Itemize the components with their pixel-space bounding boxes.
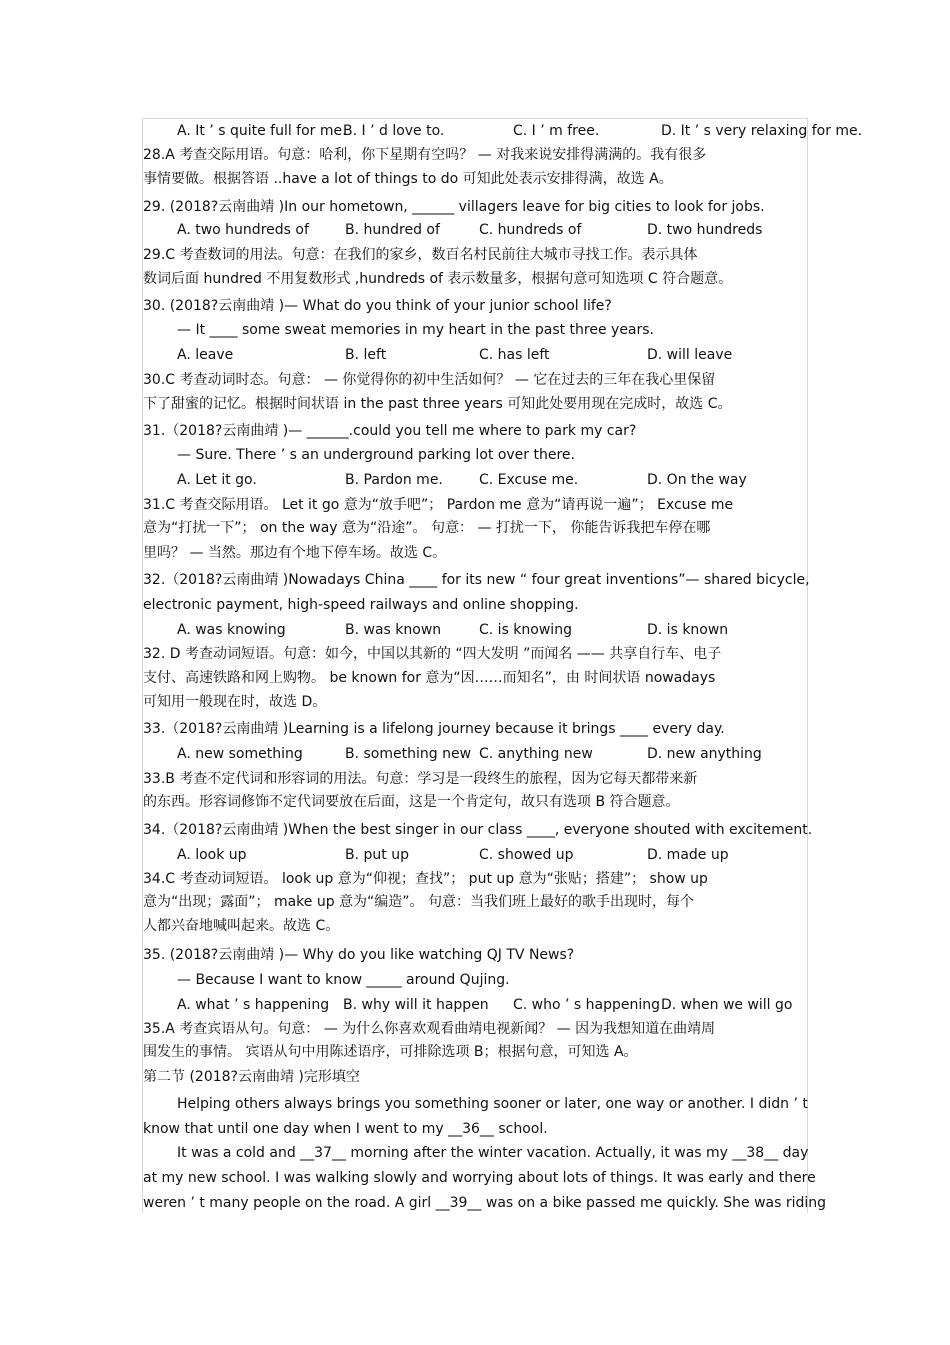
- option-b: B. I ’ d love to.: [343, 123, 445, 139]
- text-line: 34.C 考查动词短语。 look up 意为“仰视；查找”； put up 意为“张贴；搭建”； show up: [143, 871, 708, 887]
- option-b: B. why will it happen: [343, 997, 489, 1013]
- option-c: C. has left: [479, 347, 550, 363]
- option-d: D. when we will go: [661, 997, 793, 1013]
- option-c: C. anything new: [479, 746, 593, 762]
- option-b: B. hundred of: [345, 222, 440, 238]
- text-line: 31.（2018?云南曲靖 )— ______.could you tell me where to park my car?: [143, 423, 637, 439]
- text-line: 32. D 考查动词短语。句意：如今，中国以其新的 “四大发明 ”而闻名 —— 共享自行车、电子: [143, 646, 722, 662]
- option-d: D. new anything: [647, 746, 762, 762]
- text-line: 29. (2018?云南曲靖 )In our hometown, ______ villagers leave for big cities to look for jobs.: [143, 199, 765, 215]
- option-c: C. who ’ s happening: [513, 997, 661, 1013]
- option-c: C. Excuse me.: [479, 472, 579, 488]
- option-c: C. hundreds of: [479, 222, 582, 238]
- text-line: 意为“打扰一下”； on the way 意为“沿途”。 句意： — 打扰一下， 你能告诉我把车停在哪: [143, 520, 711, 536]
- text-line: 围发生的事情。 宾语从句中用陈述语序，可排除选项 B；根据句意，可知选 A。: [143, 1044, 638, 1060]
- option-c: C. showed up: [479, 847, 574, 863]
- text-line: 34.（2018?云南曲靖 )When the best singer in our class ____, everyone shouted with excitement.: [143, 822, 813, 838]
- text-line: — Because I want to know _____ around Qujing.: [177, 972, 510, 988]
- text-line: 35. (2018?云南曲靖 )— Why do you like watching QJ TV News?: [143, 947, 575, 963]
- text-line: 数词后面 hundred 不用复数形式 ,hundreds of 表示数量多，根据句意可知选项 C 符合题意。: [143, 271, 733, 287]
- text-line: 下了甜蜜的记忆。根据时间状语 in the past three years 可知此处要用现在完成时，故选 C。: [143, 396, 732, 412]
- option-a: A. new something: [177, 746, 303, 762]
- text-line: 事情要做。根据答语 ..have a lot of things to do 可知此处表示安排得满，故选 A。: [143, 171, 673, 187]
- text-line: 里吗？ — 当然。那边有个地下停车场。故选 C。: [143, 545, 447, 561]
- text-line: electronic payment, high-speed railways and online shopping.: [143, 597, 579, 613]
- text-line: know that until one day when I went to my __36__ school.: [143, 1121, 548, 1137]
- text-line: 人都兴奋地喊叫起来。故选 C。: [143, 918, 340, 934]
- text-line: 33.B 考查不定代词和形容词的用法。句意：学习是一段终生的旅程，因为它每天都带来新: [143, 771, 698, 787]
- text-line: 33.（2018?云南曲靖 )Learning is a lifelong journey because it brings ____ every day.: [143, 721, 725, 737]
- option-b: B. left: [345, 347, 387, 363]
- option-a: A. what ’ s happening: [177, 997, 330, 1013]
- text-line: 意为“出现；露面”； make up 意为“编造”。 句意：当我们班上最好的歌手出现时，每个: [143, 894, 695, 910]
- text-line: 第二节 (2018?云南曲靖 )完形填空: [143, 1069, 360, 1085]
- option-a: A. two hundreds of: [177, 222, 309, 238]
- option-a: A. look up: [177, 847, 247, 863]
- option-c: C. is knowing: [479, 622, 572, 638]
- text-line: 29.C 考查数词的用法。句意：在我们的家乡，数百名村民前往大城市寻找工作。表示具体: [143, 247, 698, 263]
- option-a: A. It ’ s quite full for me.: [177, 123, 347, 139]
- text-line: Helping others always brings you something sooner or later, one way or another. I didn ’ t: [177, 1096, 808, 1112]
- text-line: 支付、高速铁路和网上购物。 be known for 意为“因……而知名”，由 时间状语 nowadays: [143, 670, 716, 686]
- text-line: 28.A 考查交际用语。句意：哈利，你下星期有空吗？ — 对我来说安排得满满的。我有很多: [143, 147, 707, 163]
- option-b: B. put up: [345, 847, 409, 863]
- text-line: 30.C 考查动词时态。句意： — 你觉得你的初中生活如何？ — 它在过去的三年在我心里保留: [143, 372, 716, 388]
- option-d: D. It ’ s very relaxing for me.: [661, 123, 863, 139]
- option-d: D. two hundreds: [647, 222, 763, 238]
- text-line: weren ’ t many people on the road. A girl __39__ was on a bike passed me quickly. She was riding: [143, 1195, 827, 1211]
- option-d: D. made up: [647, 847, 729, 863]
- text-line: 31.C 考查交际用语。 Let it go 意为“放手吧”； Pardon me 意为“请再说一遍”； Excuse me: [143, 497, 734, 513]
- option-a: A. leave: [177, 347, 234, 363]
- text-line: 可知用一般现在时，故选 D。: [143, 694, 327, 710]
- text-line: 32.（2018?云南曲靖 )Nowadays China ____ for its new “ four great inventions”— shared bicycle,: [143, 572, 810, 588]
- option-a: A. was knowing: [177, 622, 286, 638]
- option-d: D. is known: [647, 622, 729, 638]
- option-a: A. Let it go.: [177, 472, 257, 488]
- text-line: 的东西。形容词修饰不定代词要放在后面，这是一个肯定句，故只有选项 B 符合题意。: [143, 794, 680, 810]
- option-b: B. Pardon me.: [345, 472, 443, 488]
- option-c: C. I ’ m free.: [513, 123, 600, 139]
- text-line: 30. (2018?云南曲靖 )— What do you think of your junior school life?: [143, 298, 612, 314]
- text-line: at my new school. I was walking slowly and worrying about lots of things. It was early and there: [143, 1170, 816, 1186]
- option-d: D. On the way: [647, 472, 747, 488]
- option-b: B. was known: [345, 622, 442, 638]
- text-line: — It ____ some sweat memories in my heart in the past three years.: [177, 322, 655, 338]
- text-line: — Sure. There ’ s an underground parking lot over there.: [177, 447, 575, 463]
- text-line: It was a cold and __37__ morning after the winter vacation. Actually, it was my __38__ day: [177, 1145, 809, 1161]
- text-line: 35.A 考查宾语从句。句意： — 为什么你喜欢观看曲靖电视新闻？ — 因为我想知道在曲靖周: [143, 1021, 716, 1037]
- option-b: B. something new: [345, 746, 472, 762]
- option-d: D. will leave: [647, 347, 733, 363]
